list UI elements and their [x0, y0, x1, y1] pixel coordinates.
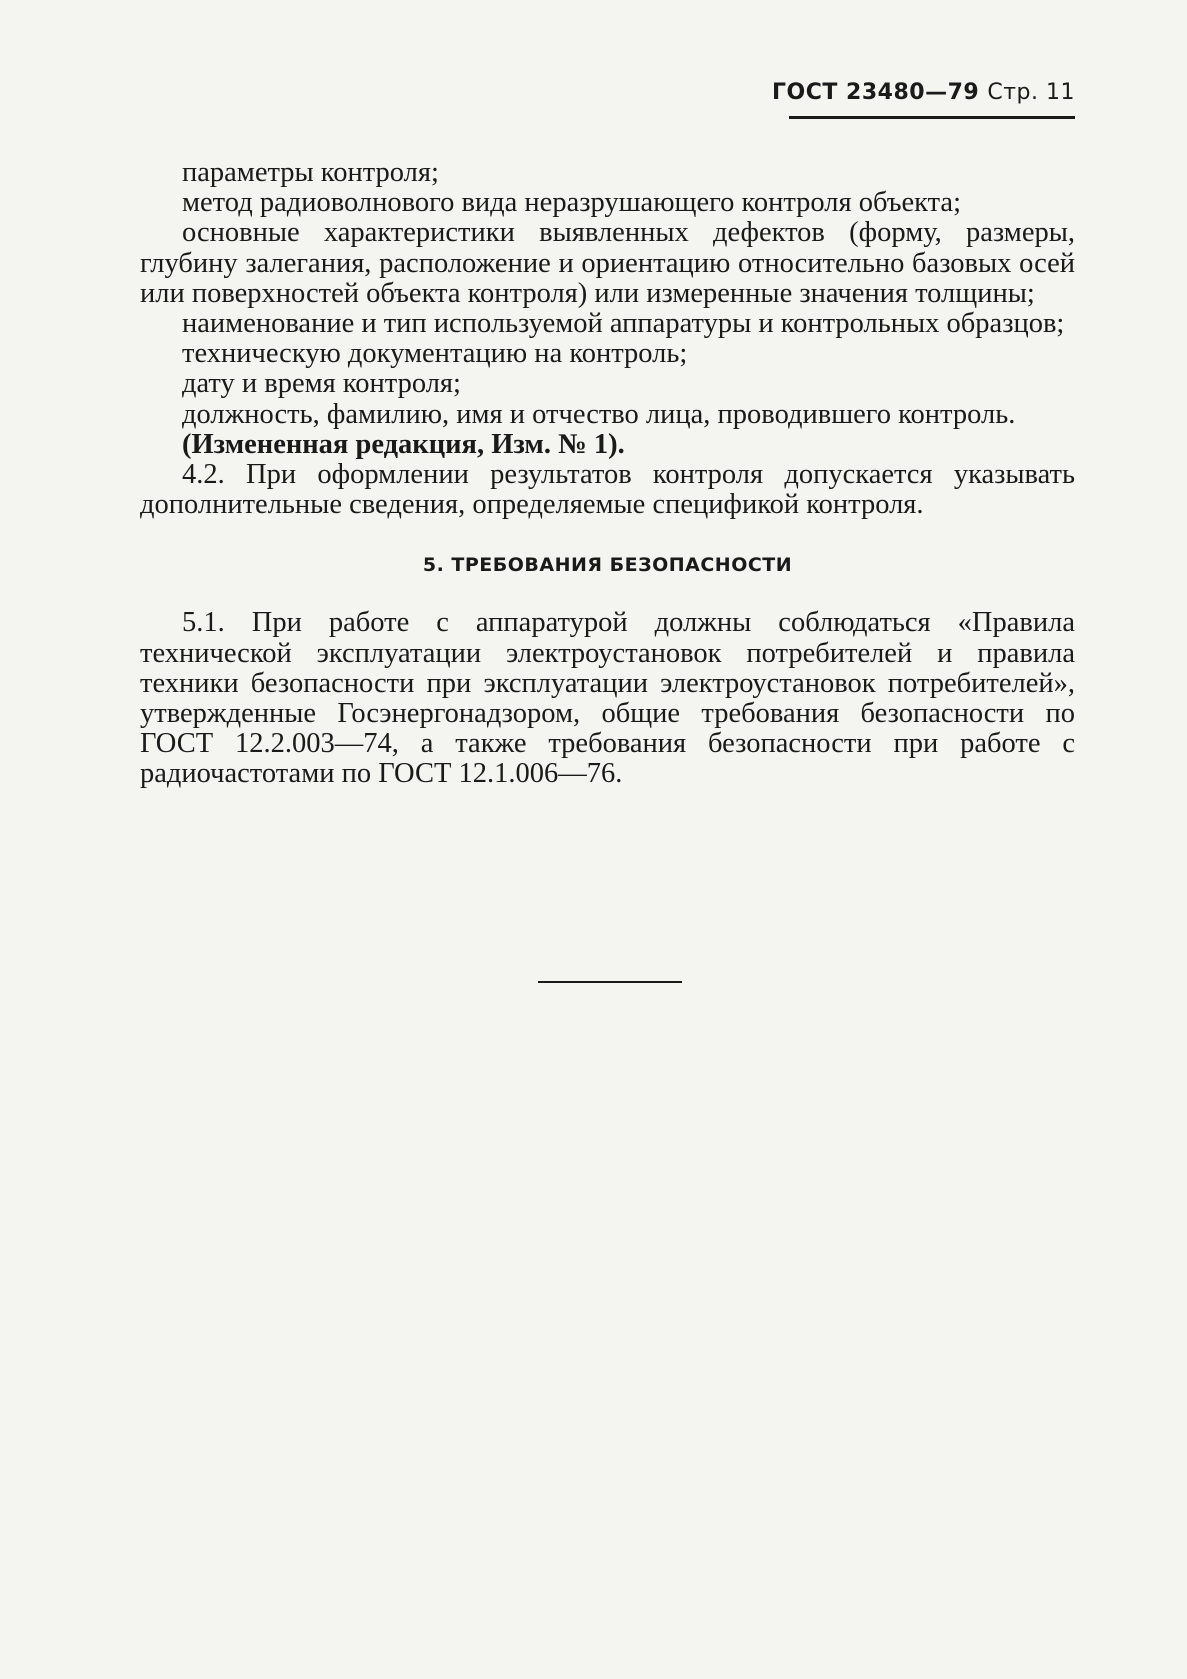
section-title: 5. ТРЕБОВАНИЯ БЕЗОПАСНОСТИ [422, 554, 793, 577]
document-body [140, 158, 1075, 790]
clause-4-2: 4.2. При оформлении результатов контроля допускается указывать дополнительные сведения, определяемые спецификой контроля. [140, 459, 1075, 521]
amendment-note: (Измененная редакция, Изм. № 1). [182, 428, 625, 460]
standard-code: ГОСТ 23480—79 [772, 80, 980, 105]
page-header [772, 80, 1075, 105]
list-item: дату и время контроля; [182, 368, 461, 400]
list-item: должность, фамилию, имя и отчество лица, проводившего контроль. [182, 398, 1016, 430]
list-item: основные характеристики выявленных дефектов (форму, размеры, глубину залегания, расположение и ориентацию относительно базовых осей или поверхностей объекта контроля) или измеренные значения толщины; [140, 217, 1075, 309]
page-number: Стр. 11 [987, 80, 1075, 105]
end-rule [538, 981, 682, 983]
list-item: техническую документацию на контроль; [182, 338, 688, 370]
header-rule [789, 116, 1075, 119]
list-item: параметры контроля; [182, 157, 439, 188]
clause-5-1: 5.1. При работе с аппаратурой должны соблюдаться «Правила технической эксплуатации электроустановок потребителей и правила техники безопасности при эксплуатации электроустановок потребителей», утвержденные Госэнергонадзором, общие требования безопасности по ГОСТ 12.2.003—74, а также требования безопасности при работе с радиочастотами по ГОСТ 12.1.006—76. [140, 607, 1075, 790]
list-item: наименование и тип используемой аппаратуры и контрольных образцов; [182, 308, 1065, 340]
list-item: метод радиоволнового вида неразрушающего контроля объекта; [182, 187, 962, 219]
